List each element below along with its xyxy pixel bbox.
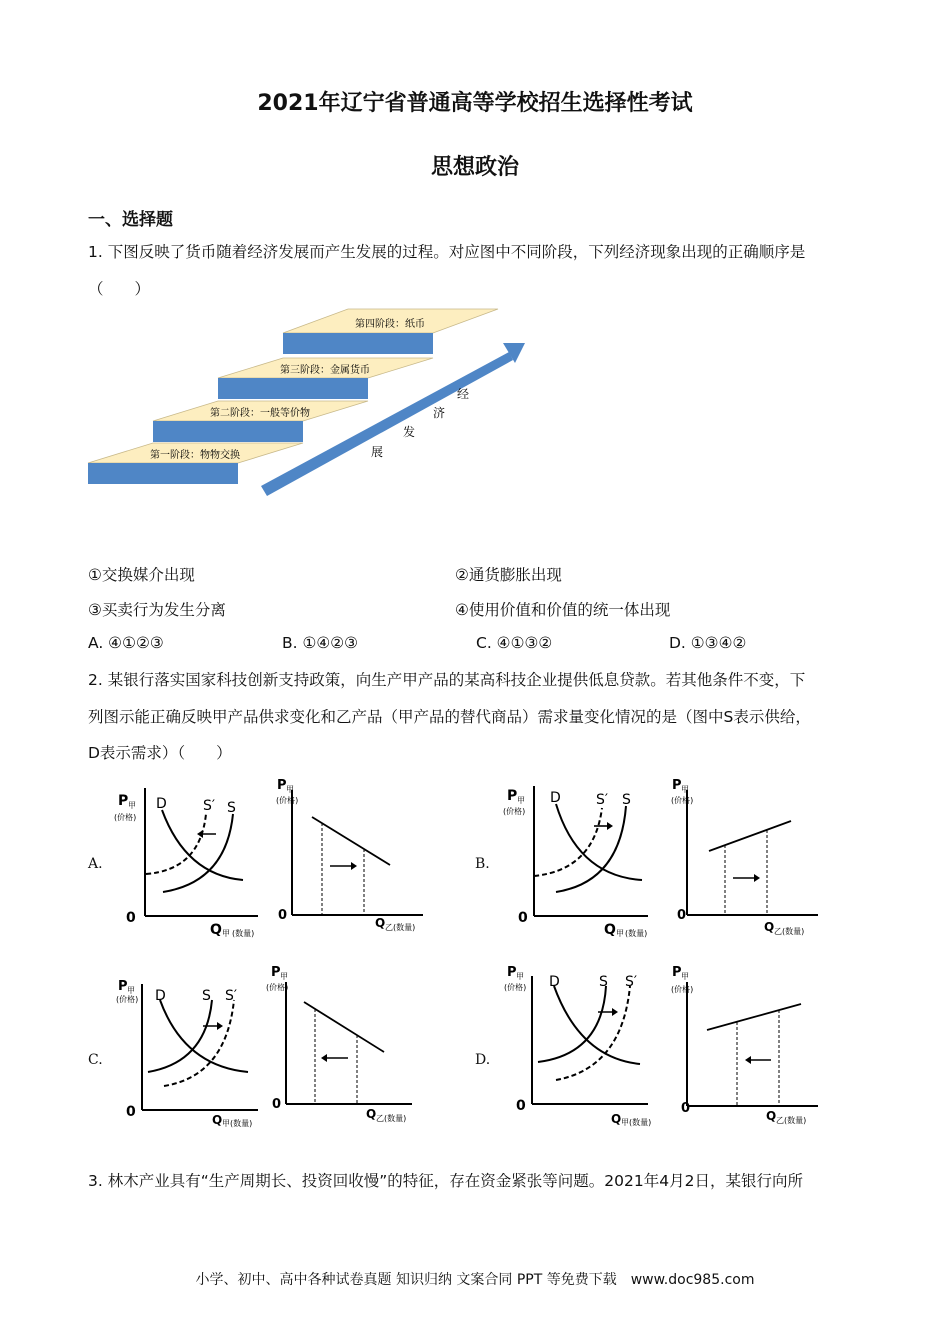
- arrow-char-1: 经: [457, 387, 470, 401]
- svg-text:P: P: [118, 979, 128, 994]
- svg-text:0: 0: [518, 910, 528, 926]
- q2-d-substitute-demand-graph: [663, 962, 823, 1127]
- svg-text:Q: Q: [611, 1112, 622, 1126]
- svg-text:P: P: [507, 965, 517, 980]
- q2-b-supply-demand-graph: [498, 776, 663, 941]
- q2-option-d-label: D.: [475, 1052, 491, 1068]
- svg-text:甲: 甲: [516, 972, 524, 981]
- stage-3-face: [218, 378, 368, 399]
- svg-text:0: 0: [126, 910, 136, 926]
- q1-blank: （ ）: [88, 280, 151, 298]
- svg-text:(价格): (价格): [671, 985, 694, 994]
- svg-text:S: S: [202, 988, 211, 1004]
- svg-text:P: P: [271, 965, 281, 980]
- svg-text:(价格): (价格): [266, 983, 289, 992]
- svg-text:Q: Q: [764, 920, 775, 934]
- svg-text:P: P: [672, 778, 682, 793]
- svg-text:甲: 甲: [222, 929, 230, 938]
- svg-text:甲: 甲: [517, 796, 525, 805]
- q1-statement-4: ④使用价值和价值的统一体出现: [455, 601, 671, 619]
- stage-3-label: 第三阶段：金属货币: [280, 365, 370, 376]
- q2-option-a-label: A.: [88, 856, 103, 872]
- q1-option-a: A. ④①②③: [88, 634, 164, 652]
- svg-text:P: P: [118, 793, 129, 809]
- q2-stem-line2: 列图示能正确反映甲产品供求变化和乙产品（甲产品的替代商品）需求量变化情况的是（图中S表示供给，: [88, 708, 811, 726]
- svg-text:D: D: [156, 796, 167, 812]
- svg-text:S: S: [227, 800, 236, 816]
- q1-stem: 1. 下图反映了货币随着经济发展而产生发展的过程。对应图中不同阶段，下列经济现象出现的正确顺序是: [88, 243, 806, 261]
- svg-text:甲: 甲: [128, 801, 136, 810]
- q3-stem: 3. 林木产业具有“生产周期长、投资回收慢”的特征，存在资金紧张等问题。2021年4月2日，某银行向所: [88, 1172, 803, 1190]
- stage-4-face: [283, 333, 433, 354]
- svg-text:(数量): (数量): [629, 1118, 652, 1127]
- svg-text:0: 0: [278, 908, 288, 923]
- svg-text:乙: 乙: [776, 1116, 784, 1125]
- stage-2-face: [153, 421, 303, 442]
- shifted-supply-curve: [146, 814, 206, 874]
- svg-text:(价格): (价格): [503, 807, 526, 816]
- arrow-char-2: 济: [433, 406, 446, 420]
- q1-statement-2: ②通货膨胀出现: [455, 566, 562, 584]
- stage-1-face: [88, 463, 238, 484]
- svg-text:Q: Q: [210, 922, 222, 938]
- svg-text:Q: Q: [375, 916, 386, 930]
- svg-text:S: S: [622, 792, 631, 808]
- svg-text:(价格): (价格): [671, 796, 694, 805]
- q1-money-staircase-figure: [85, 300, 535, 505]
- svg-text:(数量): (数量): [384, 1114, 407, 1123]
- svg-text:0: 0: [677, 908, 687, 923]
- svg-text:(数量): (数量): [625, 929, 648, 938]
- demand-line: [312, 817, 390, 865]
- svg-text:(价格): (价格): [504, 983, 527, 992]
- supply-curve: [163, 814, 233, 892]
- svg-text:(数量): (数量): [230, 1119, 253, 1128]
- stage-1-label: 第一阶段：物物交换: [150, 450, 240, 461]
- svg-text:D: D: [155, 988, 166, 1004]
- q1-statement-1: ①交换媒介出现: [88, 566, 195, 584]
- svg-text:(数量): (数量): [784, 1116, 807, 1125]
- q1-option-d: D. ①③④②: [669, 634, 747, 652]
- footer-watermark: 小学、初中、高中各种试卷真题 知识归纳 文案合同 PPT 等免费下载 www.doc985.com: [195, 1272, 755, 1288]
- svg-text:(数量): (数量): [782, 927, 805, 936]
- svg-text:S′: S′: [625, 974, 638, 990]
- q2-stem-line1: 2. 某银行落实国家科技创新支持政策，向生产甲产品的某高科技企业提供低息贷款。若其他条件不变，下: [88, 671, 806, 689]
- svg-text:D: D: [550, 790, 561, 806]
- stage-4-label: 第四阶段：纸币: [355, 319, 425, 330]
- q2-a-substitute-demand-graph: [268, 775, 428, 940]
- svg-text:Q: Q: [766, 1109, 777, 1123]
- svg-text:Q: Q: [604, 922, 616, 938]
- svg-text:(价格): (价格): [276, 796, 299, 805]
- svg-text:甲: 甲: [222, 1119, 230, 1128]
- svg-text:0: 0: [272, 1097, 282, 1112]
- q2-c-substitute-demand-graph: [262, 962, 422, 1127]
- demand-curve: [162, 810, 243, 880]
- subject-title: 思想政治: [430, 155, 519, 180]
- q2-a-supply-demand-graph: [108, 780, 268, 940]
- svg-text:P: P: [507, 788, 518, 804]
- svg-text:甲: 甲: [681, 785, 689, 794]
- q2-c-supply-demand-graph: [108, 970, 268, 1130]
- svg-text:S: S: [599, 974, 608, 990]
- svg-text:(价格): (价格): [116, 995, 139, 1004]
- arrow-char-4: 展: [371, 445, 384, 459]
- exam-title: 2021年辽宁省普通高等学校招生选择性考试: [257, 91, 693, 116]
- q2-d-supply-demand-graph: [498, 960, 663, 1130]
- q2-b-substitute-demand-graph: [663, 775, 823, 940]
- svg-text:0: 0: [681, 1101, 691, 1116]
- svg-text:乙: 乙: [376, 1114, 384, 1123]
- q1-option-c: C. ④①③②: [476, 634, 553, 652]
- section-heading: 一、选择题: [88, 210, 173, 230]
- svg-text:S′: S′: [596, 792, 609, 808]
- svg-text:乙: 乙: [385, 923, 393, 932]
- svg-text:甲: 甲: [127, 986, 135, 995]
- svg-text:甲: 甲: [286, 785, 294, 794]
- arrow-char-3: 发: [403, 425, 416, 439]
- svg-text:P: P: [277, 778, 287, 793]
- svg-text:P: P: [672, 965, 682, 980]
- svg-text:Q: Q: [366, 1107, 377, 1121]
- svg-text:甲: 甲: [616, 929, 624, 938]
- svg-text:(数量): (数量): [232, 929, 255, 938]
- svg-text:S′: S′: [203, 798, 216, 814]
- stage-2-label: 第二阶段：一般等价物: [210, 408, 310, 419]
- q1-statement-3: ③买卖行为发生分离: [88, 601, 226, 619]
- q2-option-b-label: B.: [475, 856, 490, 872]
- svg-text:D: D: [549, 974, 560, 990]
- svg-text:甲: 甲: [280, 972, 288, 981]
- svg-text:0: 0: [516, 1098, 526, 1114]
- svg-text:S′: S′: [225, 988, 238, 1004]
- q2-option-c-label: C.: [88, 1052, 103, 1068]
- svg-text:甲: 甲: [621, 1118, 629, 1127]
- svg-text:乙: 乙: [774, 927, 782, 936]
- q1-option-b: B. ①④②③: [282, 634, 359, 652]
- svg-text:(数量): (数量): [393, 923, 416, 932]
- svg-text:0: 0: [126, 1104, 136, 1120]
- svg-text:甲: 甲: [681, 972, 689, 981]
- svg-text:Q: Q: [212, 1113, 223, 1127]
- q2-stem-line3: D表示需求）（ ）: [88, 744, 232, 762]
- svg-text:(价格): (价格): [114, 813, 137, 822]
